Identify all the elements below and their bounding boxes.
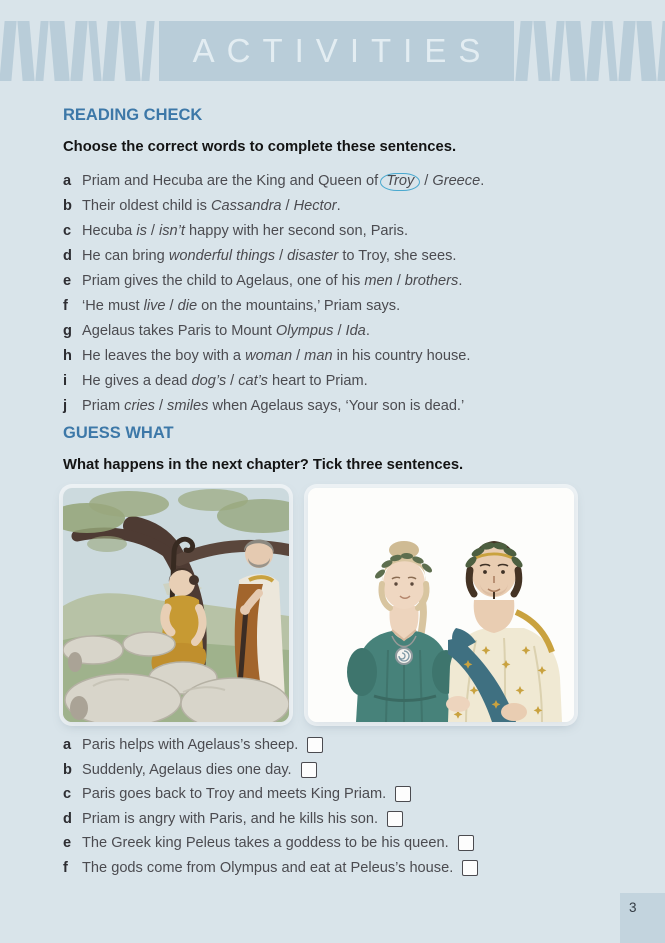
guess-what-section: [63, 424, 608, 473]
choice-option[interactable]: Cassandra: [210, 198, 282, 214]
column-strip: [657, 21, 665, 81]
sentence-segment: He gives a dead: [82, 373, 192, 389]
sentence-segment: Priam: [82, 398, 125, 414]
choice-separator: /: [424, 173, 429, 189]
sentence-text: [82, 344, 470, 369]
choice-option-circled[interactable]: Troy: [380, 173, 420, 191]
column-strip: [565, 21, 585, 81]
banner-band: [159, 21, 514, 81]
activities-banner: [0, 21, 665, 81]
checkbox[interactable]: [301, 762, 317, 778]
item-letter: b: [63, 761, 72, 778]
choice-separator: /: [150, 223, 155, 239]
item-letter: d: [63, 810, 72, 827]
checkbox[interactable]: [387, 811, 403, 827]
section-title-guess-what: GUESS WHAT: [63, 424, 174, 442]
sentence-text: The Greek king Peleus takes a goddess to be his queen.: [82, 835, 449, 851]
tick-row: [63, 810, 623, 835]
shepherd-scene-drawing: [63, 488, 289, 722]
sentence-segment: Agelaus takes Paris to Mount: [82, 323, 276, 339]
choice-option[interactable]: man: [304, 348, 333, 364]
choice-option[interactable]: is: [136, 223, 147, 239]
sentence-text: [82, 169, 484, 194]
choice-option[interactable]: Olympus: [275, 323, 334, 339]
sentence-segment: .: [365, 323, 370, 339]
sentence-row: [63, 319, 608, 344]
tick-row: [63, 736, 623, 761]
item-letter: f: [63, 859, 68, 876]
choice-option[interactable]: smiles: [167, 398, 209, 414]
sentence-row: [63, 194, 608, 219]
royal-couple-drawing: [308, 488, 574, 722]
column-strip: [102, 21, 119, 81]
sentence-text: [82, 244, 456, 269]
choice-option[interactable]: Hector: [293, 198, 337, 214]
column-strip: [515, 21, 532, 81]
sentence-text: [82, 394, 464, 419]
sentence-text: [82, 194, 341, 219]
tick-row: [63, 834, 623, 859]
column-strip: [120, 21, 140, 81]
column-strip: [604, 21, 617, 81]
sentence-segment: Hecuba: [82, 223, 137, 239]
reading-check-instruction: Choose the correct words to complete these sentences.: [63, 139, 457, 155]
column-strip: [636, 21, 656, 81]
choice-separator: /: [396, 273, 401, 289]
sentence-text: Paris goes back to Troy and meets King Priam.: [82, 786, 387, 802]
item-letter: h: [63, 348, 72, 364]
column-strip: [35, 21, 48, 81]
choice-separator: /: [296, 348, 301, 364]
choice-separator: /: [337, 323, 342, 339]
sentence-row: [63, 294, 608, 319]
choice-separator: /: [169, 298, 174, 314]
choice-option[interactable]: Ida: [345, 323, 366, 339]
tick-sentences-section: [63, 736, 623, 883]
page-number-tab: [620, 893, 665, 943]
item-letter: c: [63, 223, 72, 239]
item-letter: g: [63, 323, 72, 339]
sentence-segment: when Agelaus says, ‘Your son is dead.’: [208, 398, 465, 414]
choice-separator: /: [279, 248, 284, 264]
illustration-paris-shepherd: [63, 488, 289, 722]
tick-row: [63, 785, 623, 810]
choice-option[interactable]: isn’t: [158, 223, 185, 239]
sentence-segment: on the mountains,’ Priam says.: [197, 298, 401, 314]
sentence-segment: Their oldest child is: [82, 198, 211, 214]
sentence-row: [63, 269, 608, 294]
sentence-row: [63, 219, 608, 244]
sentence-text: The gods come from Olympus and eat at Peleus’s house.: [82, 859, 454, 876]
sentence-segment: Priam and Hecuba are the King and Queen of: [82, 173, 383, 189]
sentence-segment: .: [480, 173, 485, 189]
sentence-segment: heart to Priam.: [267, 373, 368, 389]
sentence-row: [63, 344, 608, 369]
section-title-reading-check: READING CHECK: [63, 106, 203, 124]
banner-title: ACTIVITIES: [192, 32, 493, 69]
sentence-row: [63, 369, 608, 394]
sentence-text: [82, 319, 370, 344]
column-strip: [0, 21, 17, 81]
sentence-text: [82, 294, 400, 319]
column-strip: [70, 21, 87, 81]
item-letter: i: [63, 373, 68, 389]
item-letter: j: [63, 398, 68, 414]
checkbox[interactable]: [458, 835, 474, 851]
checkbox[interactable]: [462, 860, 478, 876]
choice-option[interactable]: live: [143, 298, 166, 314]
checkbox[interactable]: [395, 786, 411, 802]
decorative-columns-left: [0, 21, 159, 81]
sentence-segment: happy with her second son, Paris.: [184, 223, 409, 239]
column-strip: [618, 21, 635, 81]
checkbox[interactable]: [307, 737, 323, 753]
sentence-row: [63, 244, 608, 269]
reading-check-section: [63, 106, 608, 419]
decorative-columns-right: [514, 21, 665, 81]
choice-option[interactable]: Greece: [432, 173, 481, 189]
choice-option[interactable]: cat’s: [238, 373, 268, 389]
item-letter: e: [63, 835, 72, 851]
item-letter: d: [63, 248, 72, 264]
column-strip: [141, 21, 154, 81]
sentence-segment: Priam gives the child to Agelaus, one of his: [82, 273, 365, 289]
sentence-row: [63, 394, 608, 419]
item-letter: a: [63, 173, 72, 189]
sentence-segment: in his country house.: [332, 348, 471, 364]
column-strip: [49, 21, 69, 81]
sentence-text: [82, 219, 408, 244]
column-strip: [551, 21, 564, 81]
item-letter: e: [63, 273, 72, 289]
choice-option[interactable]: cries: [124, 398, 155, 414]
sentence-text: Suddenly, Agelaus dies one day.: [82, 761, 292, 778]
guess-what-instruction: What happens in the next chapter? Tick three sentences.: [63, 457, 464, 473]
item-letter: f: [63, 298, 68, 314]
item-letter: a: [63, 737, 72, 753]
sentence-text: Paris helps with Agelaus’s sheep.: [82, 737, 299, 753]
choice-option[interactable]: dog’s: [191, 373, 227, 389]
choice-option[interactable]: brothers: [404, 273, 459, 289]
column-strip: [586, 21, 603, 81]
sentence-text: [82, 369, 368, 394]
choice-option[interactable]: wonderful things: [168, 248, 276, 264]
choice-option[interactable]: die: [177, 298, 198, 314]
sentence-segment: .: [336, 198, 341, 214]
choice-option[interactable]: woman: [245, 348, 293, 364]
choice-sentence-list: [63, 169, 608, 419]
illustrations-row: [63, 488, 574, 722]
illustration-royal-couple: [308, 488, 574, 722]
sentence-text: Priam is angry with Paris, and he kills his son.: [82, 810, 379, 827]
sentence-segment: ‘He must: [82, 298, 144, 314]
choice-separator: /: [158, 398, 164, 414]
tick-row: [63, 859, 623, 884]
sentence-segment: He leaves the boy with a: [82, 348, 246, 364]
page-number: 3: [629, 900, 637, 915]
choice-option[interactable]: disaster: [287, 248, 339, 264]
choice-option[interactable]: men: [364, 273, 393, 289]
column-strip: [17, 21, 34, 81]
column-strip: [88, 21, 101, 81]
sentence-segment: to Troy, she sees.: [338, 248, 457, 264]
choice-separator: /: [285, 198, 290, 214]
sentence-text: [82, 269, 462, 294]
column-strip: [533, 21, 550, 81]
sentence-segment: .: [458, 273, 463, 289]
sentence-row: [63, 169, 608, 194]
choice-separator: /: [230, 373, 235, 389]
tick-sentence-list: [63, 736, 623, 883]
item-letter: c: [63, 786, 72, 802]
sentence-segment: He can bring: [82, 248, 169, 264]
tick-row: [63, 761, 623, 786]
item-letter: b: [63, 198, 72, 214]
